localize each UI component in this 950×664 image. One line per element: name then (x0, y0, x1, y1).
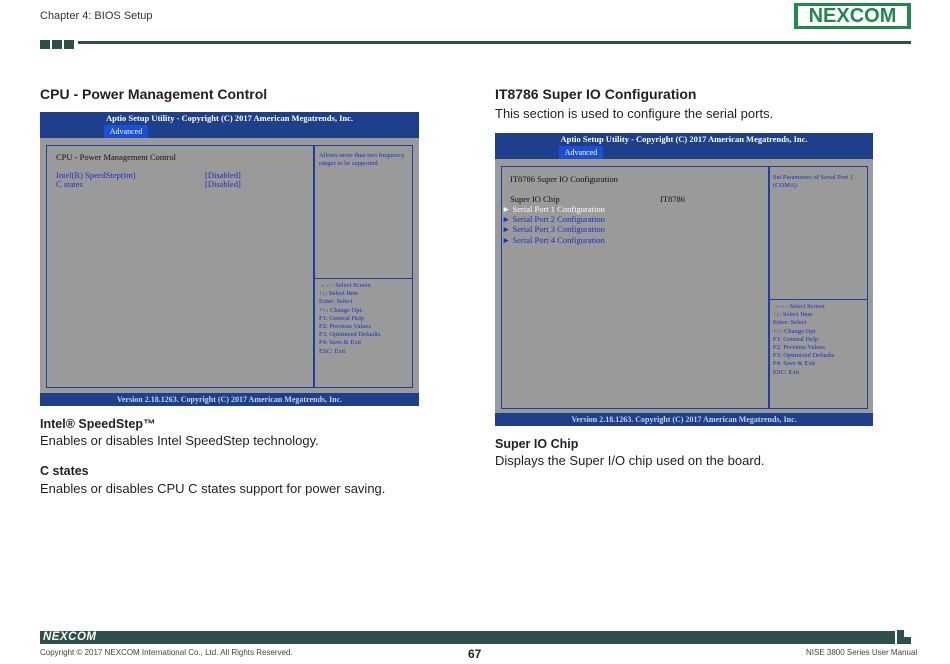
header-square (40, 40, 50, 49)
bios-item-value: [Disabled] (205, 170, 241, 180)
bios-title: Aptio Setup Utility - Copyright (C) 2017 American Megatrends, Inc. (495, 133, 873, 146)
item-description: Displays the Super I/O chip used on the board. (495, 453, 765, 468)
super-io-chip-label: Super IO Chip (510, 194, 560, 204)
item-description: Enables or disables Intel SpeedStep technology. (40, 433, 319, 448)
super-io-chip-value: IT8786 (660, 194, 686, 204)
key-hint: ↑↓: Select Item (319, 290, 359, 298)
bios-item-label: C states (56, 179, 83, 189)
bios-item-value: [Disabled] (205, 179, 241, 189)
copyright-text: Copyright © 2017 NEXCOM International Co., Ltd. All Rights Reserved. (40, 648, 293, 657)
key-hint: +/-: Change Opt. (773, 327, 817, 335)
chapter-label: Chapter 4: BIOS Setup (40, 10, 153, 22)
key-hint: Enter: Select (319, 298, 353, 306)
item-description: Enables or disables CPU C states support for power saving. (40, 481, 386, 496)
serial-port-2-item: ► Serial Port 2 Configuration (502, 214, 605, 224)
key-hint: F1: General Help (773, 335, 819, 343)
header-square (64, 40, 74, 49)
bios-title: Aptio Setup Utility - Copyright (C) 2017 American Megatrends, Inc. (40, 112, 419, 125)
serial-port-1-item: ► Serial Port 1 Configuration (502, 204, 605, 214)
key-hint: F1: General Help (319, 314, 365, 322)
bios-screenshot-cpu-power (40, 112, 419, 406)
bios-tab-bar (40, 125, 419, 138)
bios-main-frame (46, 145, 315, 388)
header-square (52, 40, 62, 49)
key-hint: F3: Optimized Defaults (773, 352, 835, 360)
bios-key-legend (773, 303, 834, 377)
key-hint: +/-: Change Opt. (319, 306, 363, 314)
serial-port-3-item: ► Serial Port 3 Configuration (502, 224, 605, 234)
right-heading: IT8786 Super IO Configuration (495, 86, 697, 102)
key-hint: F4: Save & Exit (773, 360, 816, 368)
right-intro: This section is used to configure the serial ports. (495, 106, 774, 121)
footer-square-blank (904, 630, 911, 637)
footer-square (897, 637, 904, 644)
bios-footer: Version 2.18.1263. Copyright (C) 2017 American Megatrends, Inc. (495, 413, 873, 426)
key-hint: →←: Select Screen (773, 303, 825, 310)
tab-advanced: Advanced (104, 125, 148, 138)
footer-square (904, 637, 911, 644)
key-hint: ESC: Exit (773, 368, 800, 376)
tab-advanced: Advanced (559, 146, 603, 159)
header-rule (78, 41, 911, 44)
bios-help-text: Allows more than two frequency ranges to be supported. (319, 152, 405, 167)
key-hint: Enter: Select (773, 319, 807, 327)
footer-square (897, 630, 904, 637)
logo-text: NEXCOM (808, 5, 897, 27)
bios-key-legend (319, 282, 380, 356)
key-hint: ↑↓: Select Item (773, 311, 813, 319)
footer-logo: NEXCOM (43, 631, 97, 643)
key-hint: F4: Save & Exit (319, 339, 362, 347)
key-hint: F2: Previous Values (773, 344, 825, 352)
item-title: Intel® SpeedStep™ (40, 417, 156, 431)
key-hint: ESC: Exit (319, 347, 346, 355)
bios-screenshot-super-io (495, 133, 873, 426)
item-title: C states (40, 464, 89, 478)
key-hint: →←: Select Screen (319, 282, 371, 289)
key-hint: F3: Optimized Defaults (319, 331, 381, 339)
footer-bar (40, 631, 895, 644)
key-hint: F2: Previous Values (319, 323, 371, 331)
serial-port-4-item: ► Serial Port 4 Configuration (502, 235, 605, 245)
bios-section-title: IT8786 Super IO Configuration (510, 174, 618, 184)
nexcom-logo (794, 3, 911, 29)
item-title: Super IO Chip (495, 437, 579, 451)
bios-footer: Version 2.18.1263. Copyright (C) 2017 American Megatrends, Inc. (40, 393, 419, 406)
bios-help-text: Set Parameters of Serial Port 1 (COMA) (773, 174, 853, 189)
manual-title: NISE 3800 Series User Manual (806, 648, 918, 657)
page-number: 67 (468, 647, 482, 661)
left-heading: CPU - Power Management Control (40, 86, 268, 102)
bios-tab-bar (495, 146, 873, 159)
bios-section-title: CPU - Power Management Control (56, 152, 176, 162)
bios-item-label: Intel(R) SpeedStep(tm) (56, 170, 136, 180)
